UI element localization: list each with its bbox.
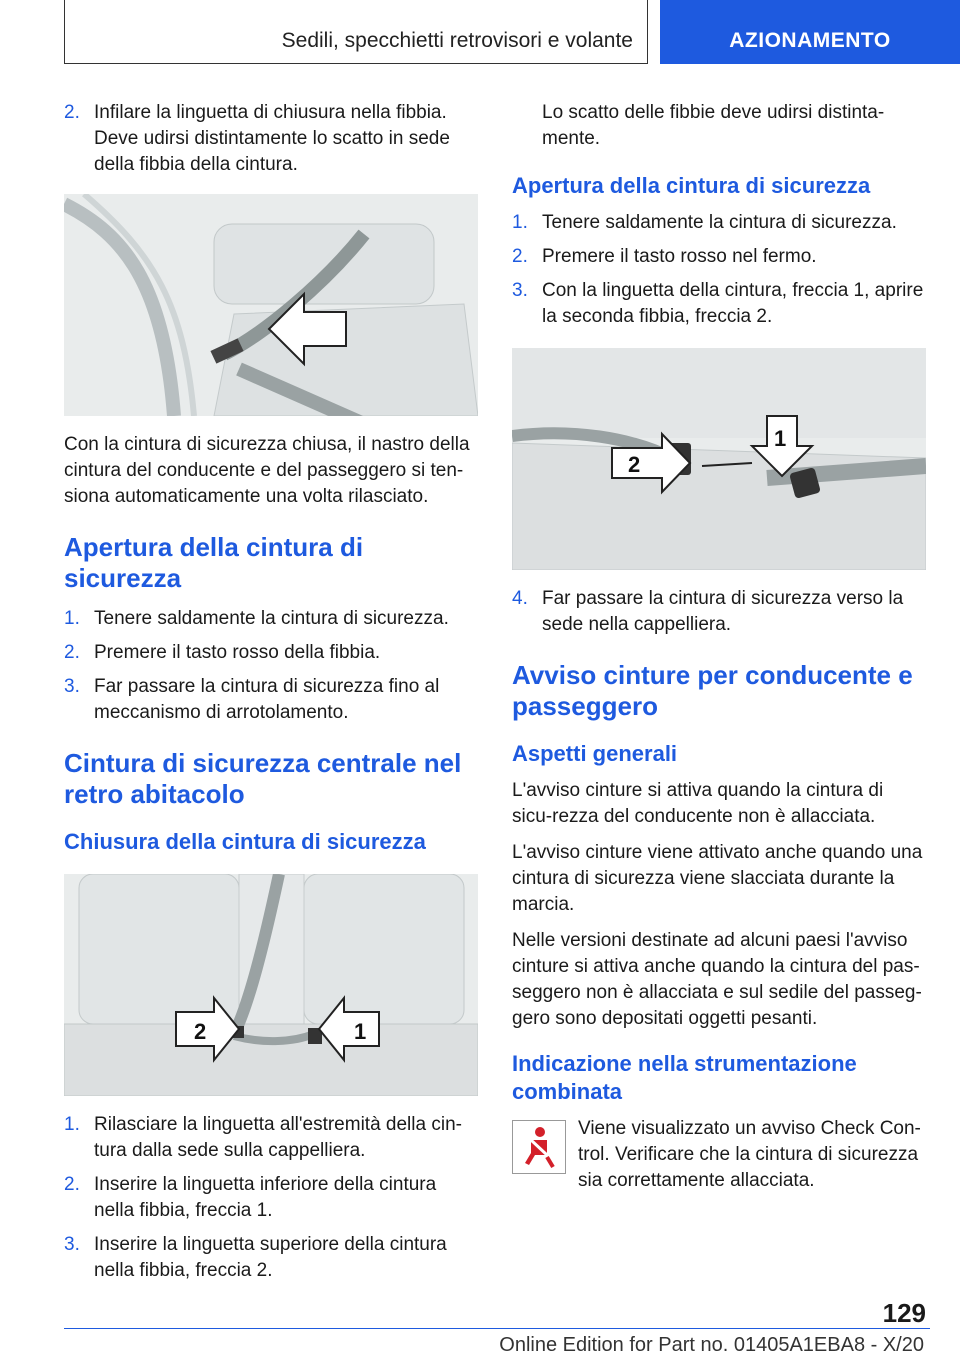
list-item xyxy=(64,640,478,666)
list-item xyxy=(64,1172,478,1224)
seatbelt-warning-icon xyxy=(512,1120,566,1174)
list-item xyxy=(512,244,928,270)
step-text: Rilasciare la linguetta all'estremità della cin-tura dalla sede sulla cappelliera. xyxy=(94,1114,462,1161)
insert-step-list xyxy=(64,100,478,178)
step-number: 2. xyxy=(64,1174,80,1195)
general-paragraph: Nelle versioni destinate ad alcuni paesi l'avviso cinture si attiva anche quando la cintura del pas-seggero non è allacciata e sul sedile del passeg-gero sono depositati oggetti pesanti. xyxy=(512,930,922,1029)
step-text: Tenere saldamente la cintura di sicurezza. xyxy=(542,212,897,233)
header-chapter-tab: AZIONAMENTO xyxy=(660,0,960,64)
list-item xyxy=(64,1232,478,1284)
general-heading: Aspetti generali xyxy=(512,741,678,766)
step-text: Premere il tasto rosso della fibbia. xyxy=(94,642,381,663)
step-number: 2. xyxy=(64,102,80,123)
list-item xyxy=(512,278,928,330)
step-text: Inserire la linguetta superiore della cintura nella fibbia, freccia 2. xyxy=(94,1234,447,1281)
opening-heading: Apertura della cintura di sicurezza xyxy=(64,532,364,593)
page-number: 129 xyxy=(882,1298,926,1328)
step-number: 2. xyxy=(512,246,528,267)
right-column xyxy=(512,100,928,1194)
figure-label-2: 2 xyxy=(194,1019,207,1044)
step-number: 4. xyxy=(512,588,528,609)
step-number: 2. xyxy=(64,642,80,663)
step-text: Far passare la cintura di sicurezza verso la sede nella cappelliera. xyxy=(542,588,904,635)
step-number: 3. xyxy=(512,280,528,301)
center-belt-heading: Cintura di sicurezza centrale nel retro abitacolo xyxy=(64,748,462,809)
display-heading: Indicazione nella strumentazione combinata xyxy=(512,1051,857,1104)
step-number: 1. xyxy=(64,1114,80,1135)
list-item xyxy=(64,606,478,632)
list-item xyxy=(64,674,478,726)
figure-label-1: 1 xyxy=(354,1019,367,1044)
step-text: Far passare la cintura di sicurezza fino al meccanismo di arrotolamento. xyxy=(94,676,440,723)
step-number: 1. xyxy=(512,212,528,233)
step-text: Tenere saldamente la cintura di sicurezza. xyxy=(94,608,449,629)
step-text: Con la linguetta della cintura, freccia 1, aprire la seconda fibbia, freccia 2. xyxy=(542,280,924,327)
left-column xyxy=(64,100,478,1298)
list-item xyxy=(512,210,928,236)
list-item xyxy=(64,1112,478,1164)
rear-seat-illustration xyxy=(64,874,478,1096)
step4-list xyxy=(512,586,928,638)
general-paragraph: L'avviso cinture si attiva quando la cintura di sicu-rezza del conducente non è allacciata. xyxy=(512,780,884,827)
figure-label-2: 2 xyxy=(628,452,641,477)
step-text: Infilare la linguetta di chiusura nella fibbia. Deve udirsi distintamente lo scatto in sede della fibbia della cintura. xyxy=(94,102,450,175)
step-text: Premere il tasto rosso nel fermo. xyxy=(542,246,817,267)
closing-heading: Chiusura della cintura di sicurezza xyxy=(64,829,426,854)
header-section-title: Sedili, specchietti retrovisori e volante xyxy=(64,0,648,64)
step-number: 1. xyxy=(64,608,80,629)
general-paragraph: L'avviso cinture viene attivato anche quando una cintura di sicurezza viene slacciata durante la marcia. xyxy=(512,842,923,915)
front-seat-illustration xyxy=(64,194,478,416)
rear-center-belt-figure xyxy=(64,874,478,1096)
figure-label-1: 1 xyxy=(774,426,787,451)
buckle-release-illustration xyxy=(512,348,926,570)
footer-divider xyxy=(64,1328,930,1329)
list-item xyxy=(64,100,478,178)
list-item xyxy=(512,586,928,638)
opening-step-list xyxy=(64,606,478,726)
tension-paragraph: Con la cintura di sicurezza chiusa, il nastro della cintura del conducente e del passeggero si ten-siona automaticamente una volta rilasciato. xyxy=(64,434,470,507)
rear-buckle-release-figure xyxy=(512,348,926,570)
reminder-heading: Avviso cinture per conducente e passeggero xyxy=(512,660,913,721)
step-number: 3. xyxy=(64,676,80,697)
click-paragraph: Lo scatto delle fibbie deve udirsi distinta-mente. xyxy=(542,102,885,149)
closing-step-list xyxy=(64,1112,478,1284)
edition-footer: Online Edition for Part no. 01405A1EBA8 - X/20 xyxy=(499,1334,924,1356)
opening-heading: Apertura della cintura di sicurezza xyxy=(512,173,871,198)
front-seat-buckle-figure xyxy=(64,194,478,416)
step-number: 3. xyxy=(64,1234,80,1255)
opening-step-list xyxy=(512,210,928,330)
display-paragraph: Viene visualizzato un avviso Check Con-trol. Verificare che la cintura di sicurezza sia correttamente allacciata. xyxy=(578,1118,921,1191)
display-warning-row xyxy=(512,1116,928,1194)
step-text: Inserire la linguetta inferiore della cintura nella fibbia, freccia 1. xyxy=(94,1174,437,1221)
